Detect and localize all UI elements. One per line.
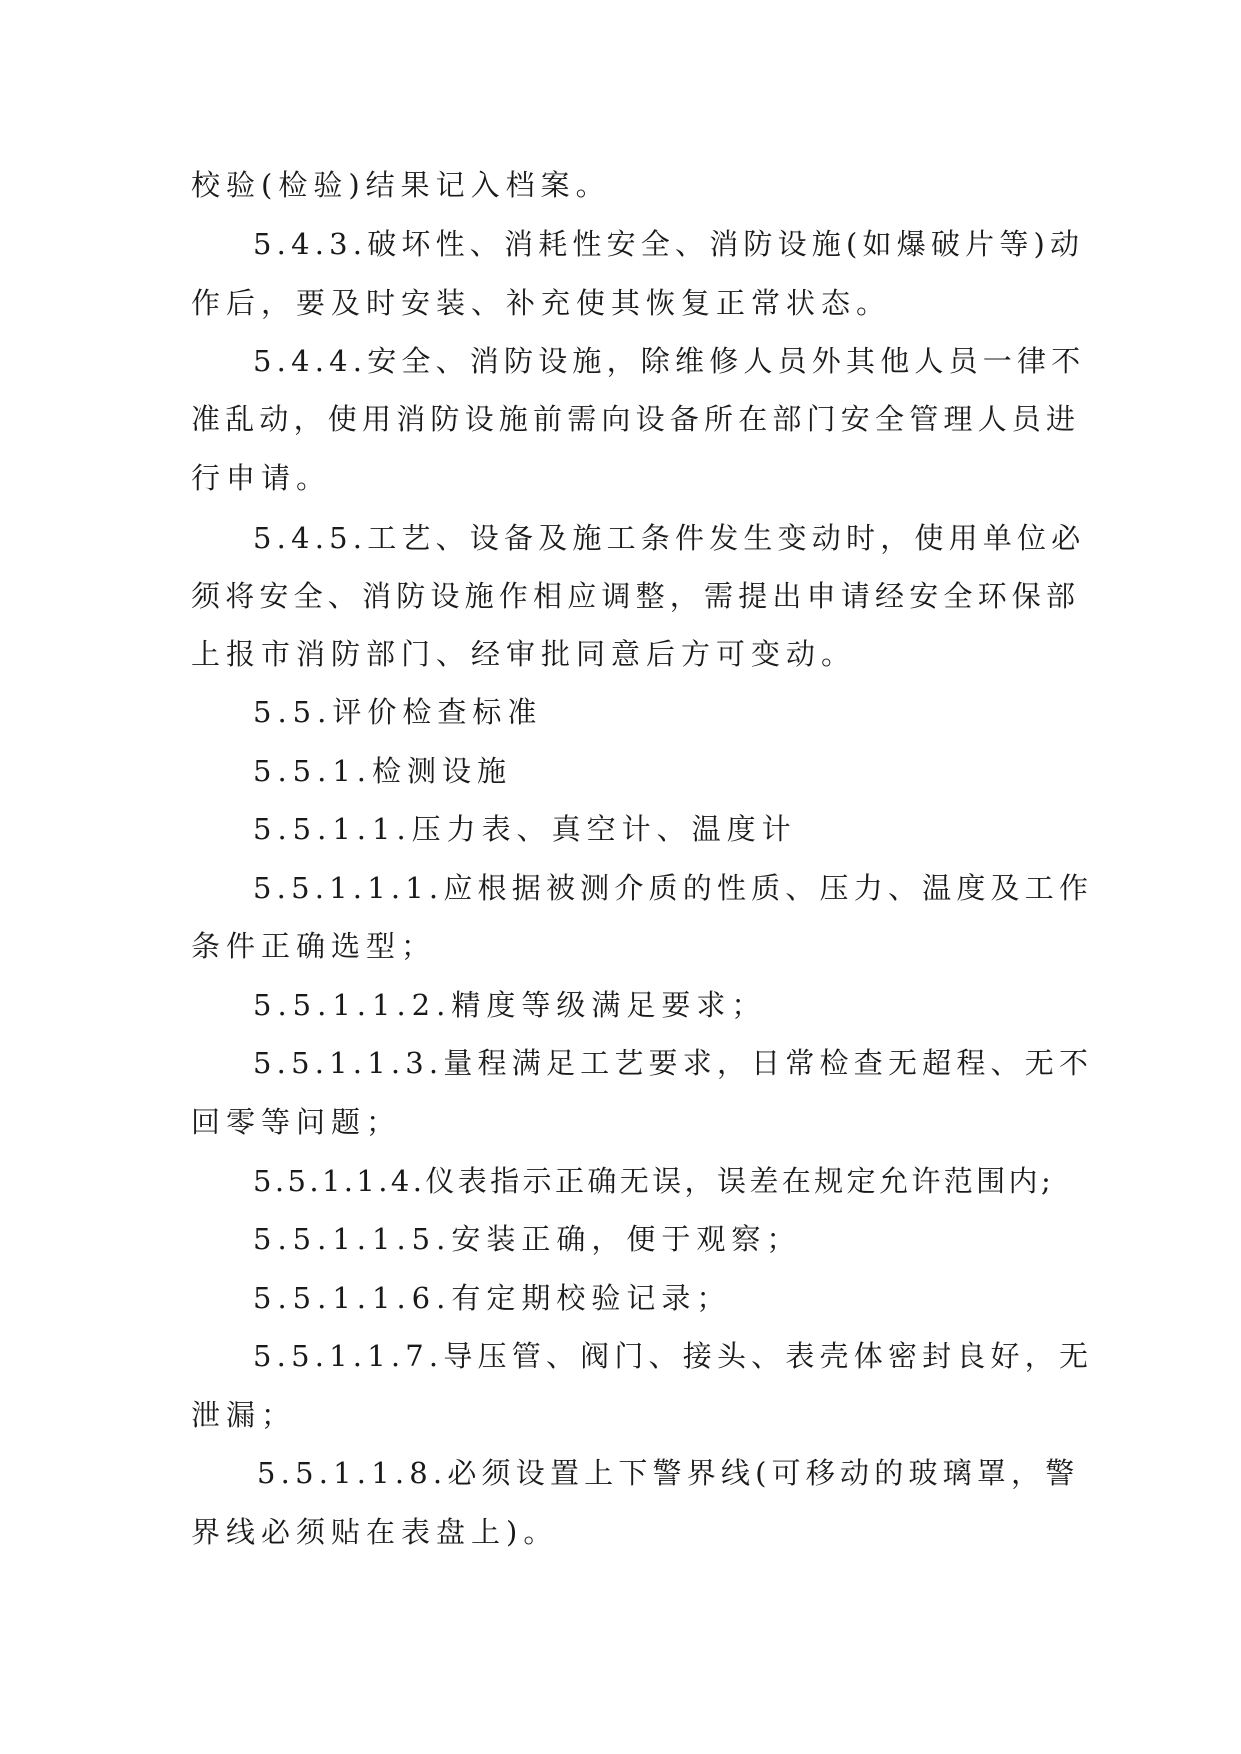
text-line: 5.5.1.1.7.导压管、阀门、接头、表壳体密封良好，无	[253, 1339, 1094, 1373]
text-line: 5.5.1.1.2.精度等级满足要求；	[253, 988, 767, 1022]
text-line: 须将安全、消防设施作相应调整，需提出申请经安全环保部	[191, 579, 1081, 613]
text-line: 回零等问题；	[191, 1105, 402, 1139]
text-line: 5.5.1.1.1.应根据被测介质的性质、压力、温度及工作	[253, 871, 1094, 905]
text-line: 5.4.5.工艺、设备及施工条件发生变动时，使用单位必	[253, 521, 1086, 555]
section-heading: 5.5.1.检测设施	[253, 754, 513, 788]
text-line: 界线必须贴在表盘上)。	[191, 1515, 559, 1549]
text-line: 5.5.1.1.6.有定期校验记录；	[253, 1281, 732, 1315]
section-heading: 5.5.1.1.压力表、真空计、温度计	[253, 812, 797, 846]
text-line: 5.5.1.1.5.安装正确，便于观察；	[253, 1222, 802, 1256]
text-line: 5.4.4.安全、消防设施，除维修人员外其他人员一律不	[253, 344, 1086, 378]
section-heading: 5.5.评价检查标准	[253, 695, 543, 729]
text-line: 行申请。	[191, 461, 332, 495]
text-line: 5.4.3.破坏性、消耗性安全、消防设施(如爆破片等)动	[253, 227, 1085, 261]
text-line: 作后，要及时安装、补充使其恢复正常状态。	[191, 286, 892, 320]
text-line: 泄漏；	[191, 1398, 297, 1432]
text-line: 准乱动，使用消防设施前需向设备所在部门安全管理人员进	[191, 402, 1081, 436]
text-line: 上报市消防部门、经审批同意后方可变动。	[191, 637, 857, 671]
text-line: 5.5.1.1.8.必须设置上下警界线(可移动的玻璃罩，警	[257, 1456, 1080, 1490]
text-line: 条件正确选型；	[191, 929, 437, 963]
text-line: 5.5.1.1.3.量程满足工艺要求，日常检查无超程、无不	[253, 1046, 1094, 1080]
text-line: 校验(检验)结果记入档案。	[191, 168, 611, 202]
text-line: 5.5.1.1.4.仪表指示正确无误，误差在规定允许范围内;	[253, 1164, 1055, 1198]
